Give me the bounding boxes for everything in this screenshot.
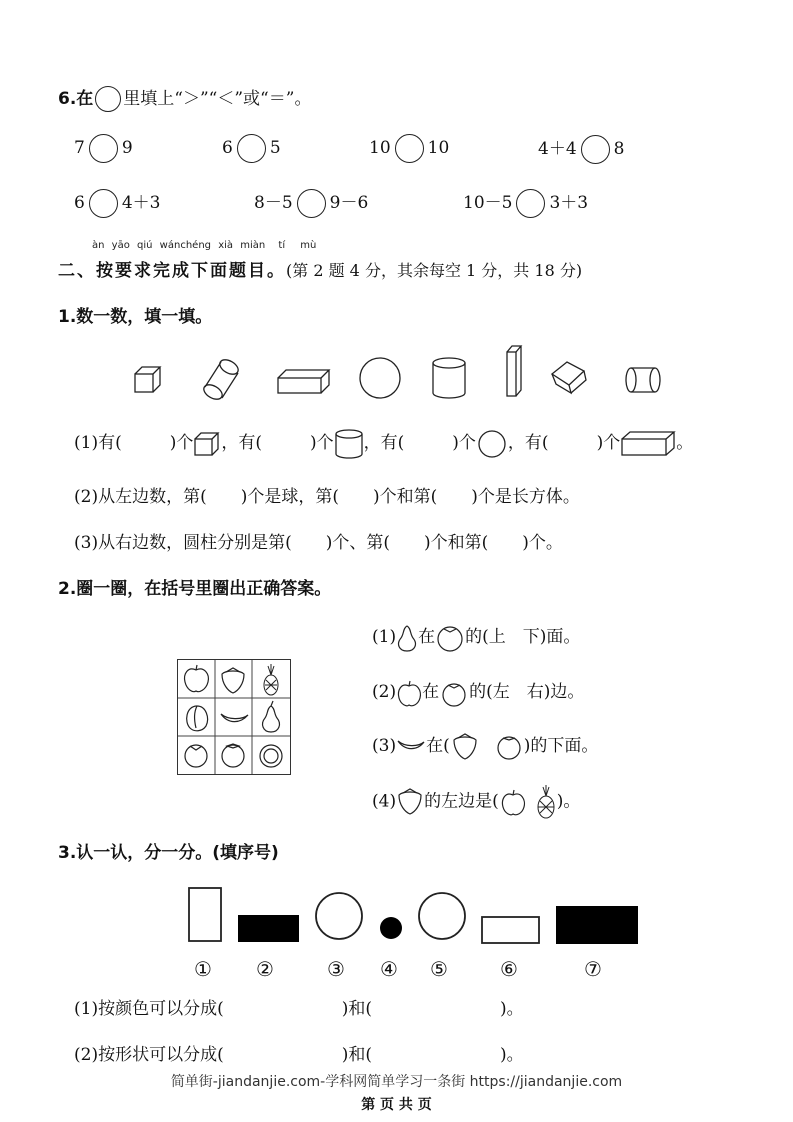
compare-right: 4＋3 [121,193,161,213]
compare-circle[interactable] [237,134,266,163]
text: 的左边是( [424,791,499,812]
pinyin: tí [278,240,286,251]
strawberry-icon [396,787,424,817]
q2-item-2 [372,677,584,707]
compare-left: 10－5 [463,193,513,213]
section-2-heading [58,256,582,281]
footer-source: 简单街-jiandanjie.com-学科网简单学习一条街 https://jiandanjie.com [170,1074,623,1090]
text: )的下面。 [523,736,599,756]
persimmon-icon [494,732,524,762]
text: )个 [169,433,194,453]
shape-label: ④ [380,957,398,981]
pear-icon [396,624,418,652]
pinyin: miàn [240,240,266,251]
text: 。 [676,433,694,453]
q6-row-2a [74,188,160,218]
pinyin: yāo [111,240,130,251]
persimmon-icon [435,624,465,652]
q1-line-2: (2)从左边数，第( )个是球，第( )个和第( )个是长方体。 [74,487,580,507]
compare-circle[interactable] [297,189,326,218]
q1-line-3: (3)从右边数，圆柱分别是第( )个、第( )个和第( )个。 [74,533,563,553]
shape-label: ① [194,957,212,981]
text: )个 [310,433,334,453]
text: 在( [426,736,450,756]
compare-right: 10 [427,138,450,158]
compare-circle[interactable] [89,189,118,218]
peach-icon [187,706,208,731]
q3-title: 3.认一认，分一分。(填序号) [58,843,279,863]
compare-right: 3＋3 [549,193,589,213]
fruit-grid-lines [178,660,290,774]
compare-circle[interactable] [395,134,424,163]
text: (4) [372,791,397,812]
text: (3) [372,736,397,756]
pineapple-icon [264,664,278,695]
q1-line-1 [74,428,693,459]
compare-item [74,138,133,158]
compare-circle[interactable] [89,134,118,163]
compare-left: 6 [74,193,85,213]
tilted-cube-icon [552,362,586,393]
persimmon-icon [222,744,244,767]
strawberry-icon [450,732,480,762]
apple-icon [396,679,422,707]
pinyin: àn [92,240,105,251]
rectangle-white [482,917,539,943]
rectangle-white-tall [189,888,221,941]
compare-left: 8－5 [254,193,293,213]
compare-left: 10 [369,138,391,158]
q6-row-2c [463,188,588,218]
q6-row-1 [74,134,133,163]
text: 的(左 右)边。 [469,682,585,702]
cylinder-horizontal-icon [626,368,660,392]
compare-right: 5 [269,138,281,158]
section-score-note: (第 2 题 4 分，其余每空 1 分，共 18 分) [286,261,583,280]
cylinder-icon [433,358,465,398]
fruit-grid [177,659,291,775]
circle-white [419,893,465,939]
q2-item-4 [372,785,580,819]
cylinder-tilted-icon [201,357,240,402]
text: )个 [596,433,621,453]
q6-row-1b [222,134,281,163]
compare-left: 7 [74,138,85,158]
compare-right: 9－6 [329,193,369,213]
text: (2)按形状可以分成( [74,1045,224,1065]
text: )和( [341,999,372,1019]
banana-icon [396,737,426,757]
cuboid-icon [620,431,676,457]
shape-label: ⑥ [500,957,518,981]
shape-label: ⑤ [430,957,448,981]
q3-line-2 [74,1040,524,1065]
text: )。 [556,791,581,812]
q6-title-start: 6.在 [58,89,94,109]
shape-label: ② [256,957,274,981]
sphere-icon [476,429,508,459]
pinyin: wán [159,240,181,251]
compare-circle[interactable] [516,189,545,218]
compare-left: 4＋4 [538,139,577,159]
tall-cuboid-icon [507,346,521,396]
shape-label: ③ [327,957,345,981]
circle-white [316,893,362,939]
text: 的(上 下)面。 [465,627,581,647]
text: ，有( [363,433,405,453]
cylinder-icon [334,429,364,459]
pinyin: mù [300,240,317,251]
section-title: 二、按要求完成下面题目。 [58,261,286,281]
answer-circle [95,86,121,112]
compare-right: 9 [121,138,133,158]
apple-icon [499,787,527,817]
text: (1) [372,627,397,647]
sphere-icon [360,358,400,398]
compare-right: 8 [613,139,625,159]
q1-shapes [0,340,793,410]
pinyin: qiú [137,240,153,251]
circle-black [380,917,402,939]
cube-icon [193,432,221,456]
pineapple-icon [535,785,557,819]
text: 在 [422,682,440,702]
q1-title: 1.数一数，填一填。 [58,307,213,327]
q6-title [58,84,311,112]
q2-item-3 [372,731,598,762]
q2-title: 2.圈一圈，在括号里圈出正确答案。 [58,579,332,599]
compare-circle[interactable] [581,135,610,164]
pinyin: chéng [180,240,212,251]
page-number: 第 页 共 页 [361,1097,432,1113]
q6-row-2b [254,188,368,218]
compare-left: 6 [222,138,233,158]
shape-label: ⑦ [584,957,602,981]
strawberry-icon [222,668,244,693]
pinyin: xià [218,240,234,251]
rectangle-black [238,915,299,942]
tomato-icon [439,679,469,707]
q3-shapes [0,880,793,950]
pinyin-line [92,240,316,251]
text: )。 [499,1045,524,1065]
q6-row-1c [369,134,449,163]
text: ，有( [507,433,549,453]
orange-icon [260,745,282,767]
q3-line-1 [74,994,524,1019]
q6-row-1d [538,134,624,164]
tomato-icon [185,745,207,767]
cuboid-icon [278,370,329,393]
q6-title-end: 里填上“＞”“＜”或“＝”。 [123,89,312,109]
pear-icon [263,701,280,732]
q2-item-1 [372,622,580,652]
text: )个 [452,433,476,453]
apple-icon [185,665,209,692]
rectangle-black-large [556,906,638,944]
text: (1)按颜色可以分成( [74,999,224,1019]
cube-icon [135,367,160,392]
text: (2) [372,682,397,702]
text: (1)有( [74,433,122,453]
text: )。 [499,999,524,1019]
banana-icon [221,714,248,722]
text: ，有( [221,433,262,453]
text: )和( [341,1045,372,1065]
text: 在 [418,627,436,647]
